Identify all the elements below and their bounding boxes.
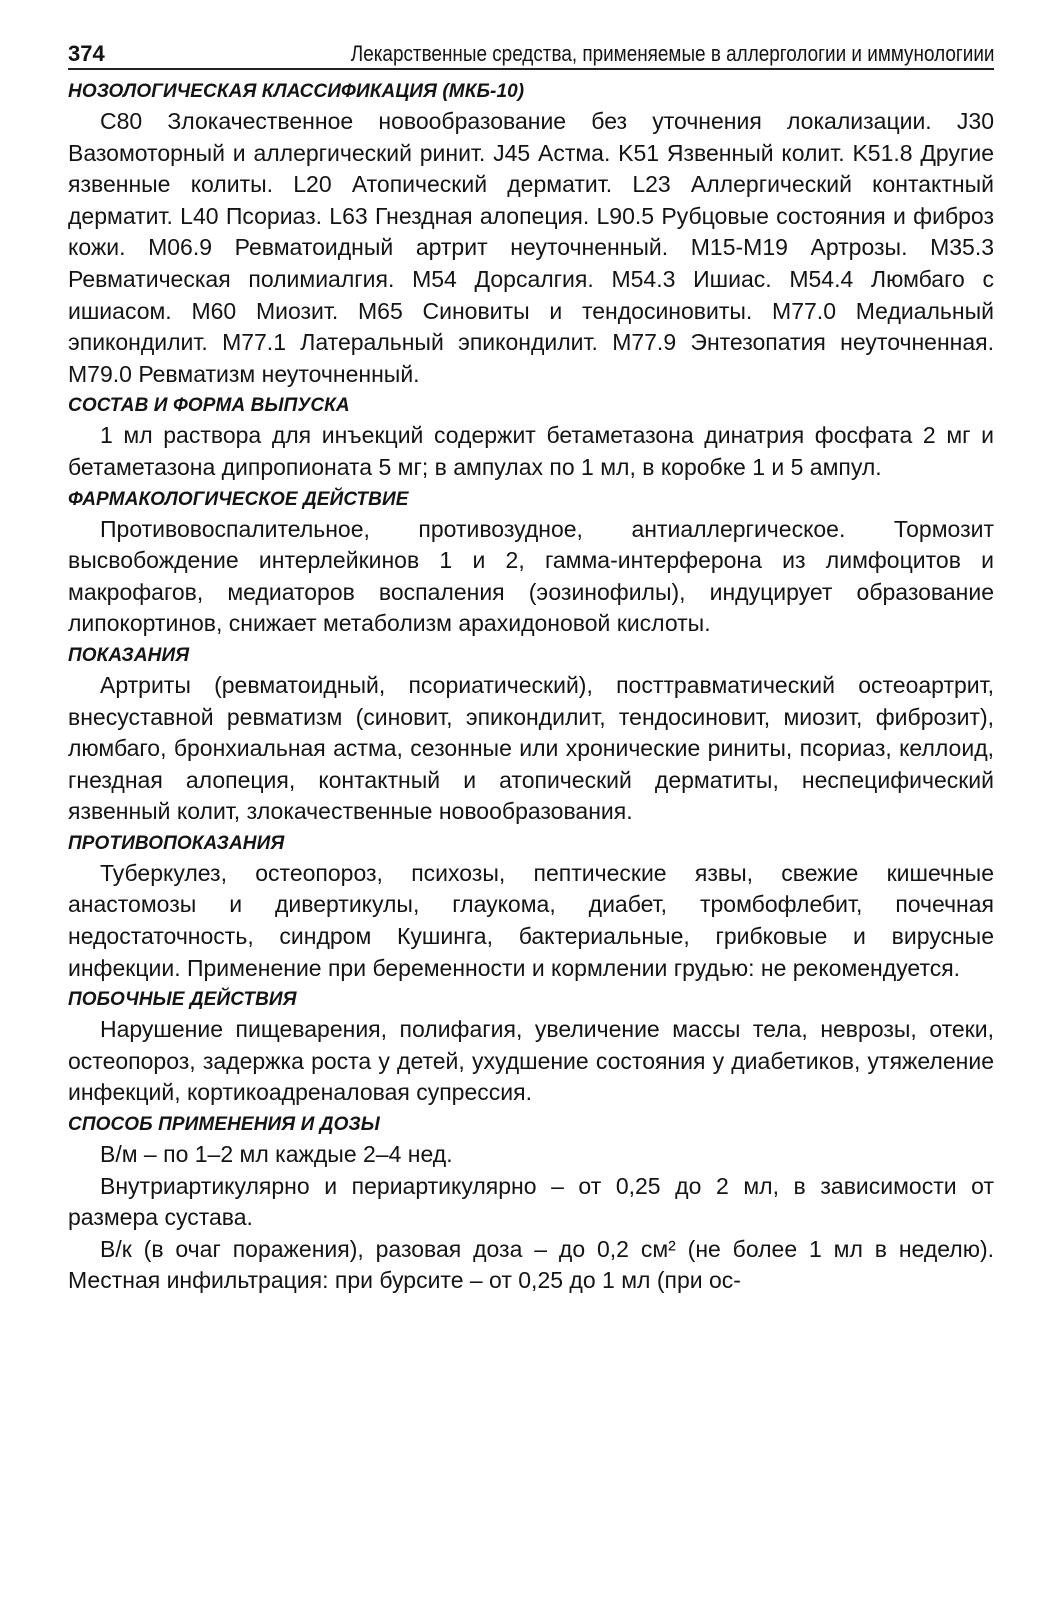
section-paragraph: В/м – по 1–2 мл каждые 2–4 нед.	[100, 1141, 453, 1168]
section-heading: НОЗОЛОГИЧЕСКАЯ КЛАССИФИКАЦИЯ (МКБ-10)	[68, 81, 525, 102]
section-paragraph: Нарушение пищеварения, полифагия, увеличение массы тела, неврозы, отеки, остеопороз, задержка роста у детей, ухудшение состояния у диабетиков, утяжеление инфекций, кортикоадреналовая супрессия.	[68, 1016, 994, 1106]
section-heading: ПОКАЗАНИЯ	[68, 644, 190, 666]
running-header	[68, 34, 994, 70]
book-page	[68, 34, 994, 1297]
section-heading: СОСТАВ И ФОРМА ВЫПУСКА	[68, 395, 350, 417]
section-paragraph: Внутриартикулярно и периартикулярно – от 0,25 до 2 мл, в зависимости от размера сустава.	[68, 1172, 994, 1231]
running-title: Лекарственные средства, применяемые в аллергологии и иммунологиии	[350, 41, 994, 66]
section-paragraph: Противовоспалительное, противозудное, антиаллергическое. Тормозит высвобождение интерлейкинов 1 и 2, гамма-интерферона из лимфоцитов и макрофагов, медиаторов воспаления (эозинофилы), индуцирует образование липокортинов, снижает метаболизм арахидоновой кислоты.	[68, 515, 994, 637]
section-composition	[68, 390, 994, 483]
section-heading: ПРОТИВОПОКАЗАНИЯ	[68, 832, 285, 854]
section-paragraph: Туберкулез, остеопороз, психозы, пептические язвы, свежие кишечные анастомозы и дивертикулы, глаукома, диабет, тромбофлебит, почечная недостаточность, синдром Кушинга, бактериальные, грибковые и вирусные инфекции. Применение при беременности и кормлении грудью: не рекомендуется.	[68, 859, 994, 981]
section-paragraph: 1 мл раствора для инъекций содержит бетаметазона динатрия фосфата 2 мг и бетаметазона дипропионата 5 мг; в ампулах по 1 мл, в коробке 1 и 5 ампул.	[68, 422, 994, 480]
section-paragraph: Артриты (ревматоидный, псориатический), посттравматический остеоартрит, внесуставной ревматизм (синовит, эпикондилит, тендосиновит, миозит, фиброзит), люмбаго, бронхиальная астма, сезонные или хронические риниты, псориаз, келлоид, гнездная алопеция, контактный и атопический дерматиты, неспецифический язвенный колит, злокачественные новообразования.	[68, 671, 994, 825]
section-indications	[68, 640, 994, 828]
section-heading: СПОСОБ ПРИМЕНЕНИЯ И ДОЗЫ	[68, 1114, 380, 1136]
section-nosology	[68, 76, 994, 390]
section-heading: ФАРМАКОЛОГИЧЕСКОЕ ДЕЙСТВИЕ	[68, 488, 409, 510]
section-paragraph: C80 Злокачественное новообразование без уточнения локализации. J30 Вазомоторный и аллергический ринит. J45 Астма. K51 Язвенный колит. K51.8 Другие язвенные колиты. L20 Атопический дерматит. L23 Аллергический контактный дерматит. L40 Псориаз. L63 Гнездная алопеция. L90.5 Рубцовые состояния и фиброз кожи. M06.9 Ревматоидный артрит неуточненный. M15-M19 Артрозы. M35.3 Ревматическая полимиалгия. M54 Дорсалгия. M54.3 Ишиас. M54.4 Люмбаго с ишиасом. M60 Миозит. M65 Синовиты и тендосиновиты. M77.0 Медиальный эпикондилит. M77.1 Латеральный эпикондилит. M77.9 Энтезопатия неуточненная. M79.0 Ревматизм неуточненный.	[68, 108, 994, 387]
section-heading: ПОБОЧНЫЕ ДЕЙСТВИЯ	[68, 989, 297, 1011]
section-side-effects	[68, 984, 994, 1109]
section-contraindications	[68, 828, 994, 984]
page-number: 374	[68, 41, 105, 66]
section-pharmacology	[68, 484, 994, 640]
section-paragraph: В/к (в очаг поражения), разовая доза – до 0,2 см² (не более 1 мл в неделю). Местная инфильтрация: при бурсите – от 0,25 до 1 мл (при ос-	[68, 1235, 994, 1294]
section-dosage	[68, 1109, 994, 1297]
